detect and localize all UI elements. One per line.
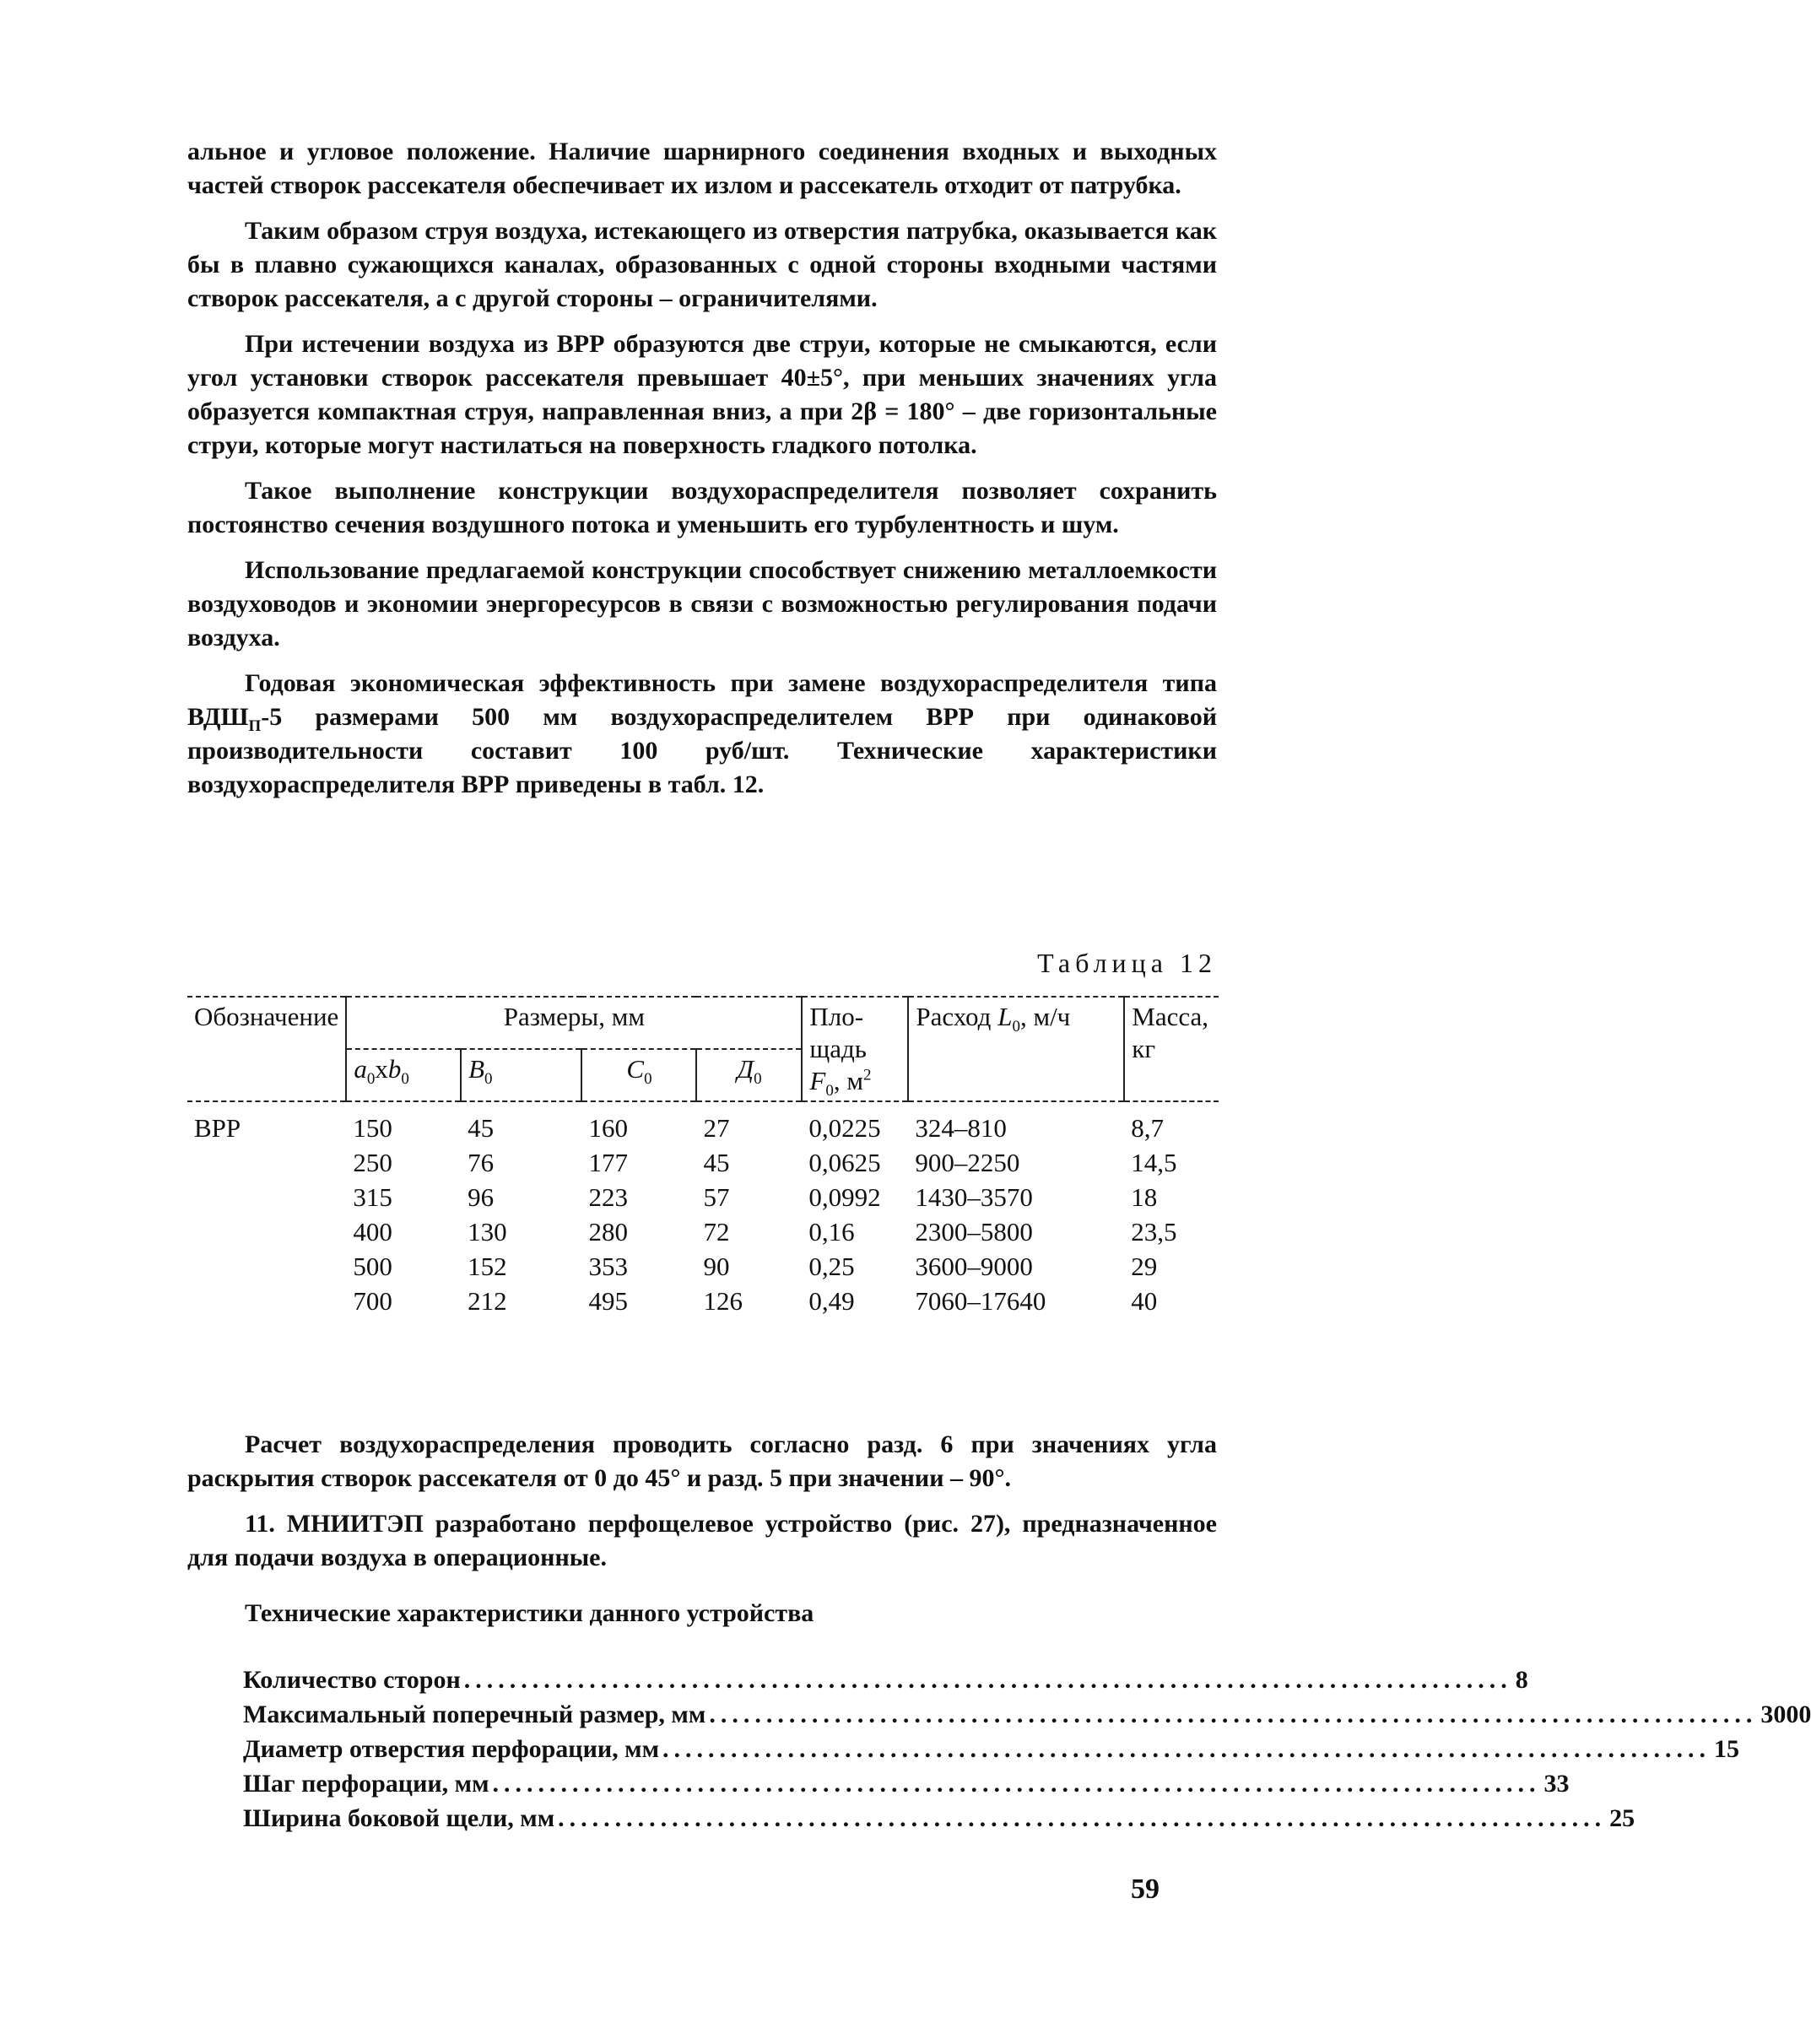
table-row bbox=[187, 1180, 1219, 1214]
cell-flow: 324–810 bbox=[915, 1113, 1007, 1143]
cell-mass: 40 bbox=[1131, 1286, 1158, 1316]
cell-d: 57 bbox=[703, 1182, 730, 1212]
col-C-symbol: С bbox=[626, 1054, 645, 1084]
cell-c: 223 bbox=[588, 1182, 628, 1212]
dot-leader: ............................................................................................ bbox=[662, 1735, 1711, 1763]
header-area bbox=[802, 997, 908, 1101]
paragraph-efficiency bbox=[187, 667, 1217, 802]
paragraph-item-11: 11. МНИИТЭП разработано перфощелевое устройство (рис. 27), предназначенное для подачи воздуха в операционные. bbox=[187, 1510, 1217, 1571]
cell-d: 126 bbox=[703, 1286, 743, 1316]
cell-b: 130 bbox=[468, 1217, 507, 1246]
col-D-symbol: Д bbox=[737, 1054, 754, 1084]
cell-area: 0,0225 bbox=[808, 1113, 881, 1143]
flow-unit: , м/ч bbox=[1019, 1002, 1071, 1031]
paragraph-construction: Такое выполнение конструкции воздухораспределителя позволяет сохранить постоянство сечения воздушного потока и уменьшить его турбулентность и шум. bbox=[187, 477, 1217, 538]
cell-b: 76 bbox=[468, 1148, 495, 1177]
list-item bbox=[243, 1801, 1635, 1836]
header-mass bbox=[1124, 997, 1219, 1101]
cell-a: 400 bbox=[353, 1217, 392, 1246]
cell-flow: 900–2250 bbox=[915, 1148, 1020, 1177]
cell-c: 280 bbox=[588, 1217, 628, 1246]
cell-d: 90 bbox=[703, 1252, 730, 1281]
area-unit-sup: 2 bbox=[862, 1066, 872, 1084]
cell-b: 212 bbox=[468, 1286, 507, 1316]
vdsh-subscript: П bbox=[248, 717, 262, 735]
spec-label: Ширина боковой щели, мм bbox=[243, 1804, 555, 1832]
paragraph-usage: Использование предлагаемой конструкции способствует снижению металлоемкости воздуховодов и экономии энергоресурсов в связи с возможностью регулирования подачи воздуха. bbox=[187, 556, 1217, 652]
col-D-sub: 0 bbox=[754, 1070, 762, 1089]
cell-area: 0,49 bbox=[808, 1286, 855, 1316]
col-b-symbol: b bbox=[387, 1054, 402, 1084]
spec-value: 33 bbox=[1543, 1770, 1570, 1798]
cell-c: 177 bbox=[588, 1148, 628, 1177]
cell-d: 72 bbox=[703, 1217, 730, 1246]
cell-designation: ВРР bbox=[194, 1113, 241, 1143]
cell-area: 0,0992 bbox=[808, 1182, 881, 1212]
paragraph-continuation: альное и угловое положение. Наличие шарнирного соединения входных и выходных частей створок рассекателя обеспечивает их излом и рассекатель отходит от патрубка. bbox=[187, 138, 1217, 199]
characteristics-table bbox=[187, 996, 1219, 1318]
table-row bbox=[187, 1249, 1219, 1284]
cell-a: 700 bbox=[353, 1286, 392, 1316]
cell-b: 45 bbox=[468, 1113, 495, 1143]
cell-flow: 7060–17640 bbox=[915, 1286, 1046, 1316]
cell-mass: 29 bbox=[1131, 1252, 1158, 1281]
header-area-line2: щадь bbox=[809, 1034, 867, 1063]
cell-designation bbox=[187, 1145, 346, 1180]
header-area-unit bbox=[809, 1065, 900, 1100]
cell-c: 495 bbox=[588, 1286, 628, 1316]
list-item bbox=[243, 1732, 1740, 1766]
page-number: 59 bbox=[1131, 1874, 1160, 1905]
col-B-sub: 0 bbox=[484, 1070, 493, 1089]
area-unit-tail: , м bbox=[833, 1066, 863, 1095]
col-b-sub: 0 bbox=[401, 1070, 409, 1089]
body-text-bottom bbox=[187, 1428, 1217, 1630]
cell-flow: 2300–5800 bbox=[915, 1217, 1033, 1246]
paragraph-two-jets: При истечении воздуха из ВРР образуются две струи, которые не смыкаются, если угол установки створок рассекателя превышает 40±5°, при меньших значениях угла образуется компактная струя, направленная вниз, а при 2β = 180° – две горизонтальные струи, которые могут настилаться на поверхность гладкого потолка. bbox=[187, 330, 1217, 459]
table-row bbox=[187, 1284, 1219, 1318]
spec-label: Максимальный поперечный размер, мм bbox=[243, 1701, 706, 1728]
specs-title: Технические характеристики данного устройства bbox=[245, 1599, 814, 1627]
table-row bbox=[187, 1145, 1219, 1180]
cell-mass: 23,5 bbox=[1131, 1217, 1177, 1246]
header-col-C bbox=[581, 1049, 696, 1101]
cell-mass: 8,7 bbox=[1131, 1113, 1165, 1143]
col-a-symbol: a bbox=[354, 1054, 367, 1084]
cell-flow: 3600–9000 bbox=[915, 1252, 1033, 1281]
header-col-a-b bbox=[346, 1049, 461, 1101]
col-a-times: x bbox=[375, 1054, 388, 1084]
header-col-D bbox=[696, 1049, 802, 1101]
area-symbol: F bbox=[809, 1066, 826, 1095]
spec-value: 8 bbox=[1515, 1666, 1528, 1694]
cell-a: 150 bbox=[353, 1113, 392, 1143]
dot-leader: ............................................................................................ bbox=[558, 1804, 1607, 1832]
flow-symbol: L bbox=[997, 1002, 1013, 1031]
paragraph-calculation: Расчет воздухораспределения проводить согласно разд. 6 при значениях угла раскрытия створок рассекателя от 0 до 45° и разд. 5 при значении – 90°. bbox=[187, 1430, 1217, 1492]
flow-prefix: Расход bbox=[916, 1002, 998, 1031]
body-text-top bbox=[187, 135, 1217, 802]
specs-list bbox=[243, 1663, 1811, 1836]
list-item bbox=[243, 1697, 1811, 1732]
dot-leader: ............................................................................................ bbox=[463, 1666, 1512, 1694]
paragraph-air-jet: Таким образом струя воздуха, истекающего из отверстия патрубка, оказывается как бы в плавно сужающихся каналах, образованных с одной стороны входными частями створок рассекателя, а с другой стороны – ограничителями. bbox=[187, 217, 1217, 312]
spec-label: Диаметр отверстия перфорации, мм bbox=[243, 1735, 660, 1763]
table-title: Таблица 12 bbox=[1037, 948, 1217, 978]
spec-label: Шаг перфорации, мм bbox=[243, 1770, 489, 1798]
header-col-B bbox=[461, 1049, 581, 1101]
cell-d: 45 bbox=[703, 1148, 730, 1177]
cell-mass: 14,5 bbox=[1131, 1148, 1177, 1177]
table-header-row-1 bbox=[187, 997, 1219, 1049]
cell-area: 0,25 bbox=[808, 1252, 855, 1281]
cell-a: 250 bbox=[353, 1148, 392, 1177]
list-item bbox=[243, 1766, 1570, 1801]
spec-value: 25 bbox=[1609, 1804, 1635, 1832]
cell-designation bbox=[187, 1180, 346, 1214]
dot-leader: ............................................................................................ bbox=[709, 1701, 1758, 1728]
cell-c: 353 bbox=[588, 1252, 628, 1281]
cell-flow: 1430–3570 bbox=[915, 1182, 1033, 1212]
table-row bbox=[187, 1214, 1219, 1249]
header-flow bbox=[908, 997, 1124, 1101]
table-row bbox=[187, 1101, 1219, 1145]
spec-label: Количество сторон bbox=[243, 1666, 461, 1694]
col-B-symbol: В bbox=[468, 1054, 484, 1084]
spec-value: 15 bbox=[1714, 1735, 1740, 1763]
dot-leader: ............................................................................................ bbox=[492, 1770, 1541, 1798]
cell-c: 160 bbox=[588, 1113, 628, 1143]
cell-designation bbox=[187, 1214, 346, 1249]
col-C-sub: 0 bbox=[644, 1070, 652, 1089]
cell-a: 500 bbox=[353, 1252, 392, 1281]
efficiency-text-start: Годовая экономическая эффективность при замене воздухораспределителя типа ВДШ bbox=[187, 669, 1217, 731]
cell-area: 0,16 bbox=[808, 1217, 855, 1246]
header-dimensions: Размеры, мм bbox=[346, 997, 802, 1049]
cell-mass: 18 bbox=[1131, 1182, 1158, 1212]
col-a-sub: 0 bbox=[366, 1070, 376, 1089]
cell-a: 315 bbox=[353, 1182, 392, 1212]
area-symbol-sub: 0 bbox=[825, 1082, 834, 1100]
cell-b: 96 bbox=[468, 1182, 495, 1212]
header-mass-unit: кг bbox=[1132, 1034, 1156, 1063]
cell-d: 27 bbox=[703, 1113, 730, 1143]
cell-area: 0,0625 bbox=[808, 1148, 881, 1177]
header-mass-label: Масса, bbox=[1132, 1002, 1209, 1031]
list-item bbox=[243, 1663, 1528, 1697]
cell-b: 152 bbox=[468, 1252, 507, 1281]
header-designation: Обозначение bbox=[187, 997, 346, 1101]
flow-symbol-sub: 0 bbox=[1012, 1018, 1020, 1036]
cell-designation bbox=[187, 1284, 346, 1318]
spec-value: 3000 bbox=[1760, 1701, 1811, 1728]
header-area-line1: Пло- bbox=[809, 1002, 864, 1031]
efficiency-text-end: -5 размерами 500 мм воздухораспределителем ВРР при одинаковой производительности составит 100 руб/шт. Технические характеристики воздухораспределителя ВРР приведены в табл. 12. bbox=[187, 703, 1217, 798]
cell-designation bbox=[187, 1249, 346, 1284]
